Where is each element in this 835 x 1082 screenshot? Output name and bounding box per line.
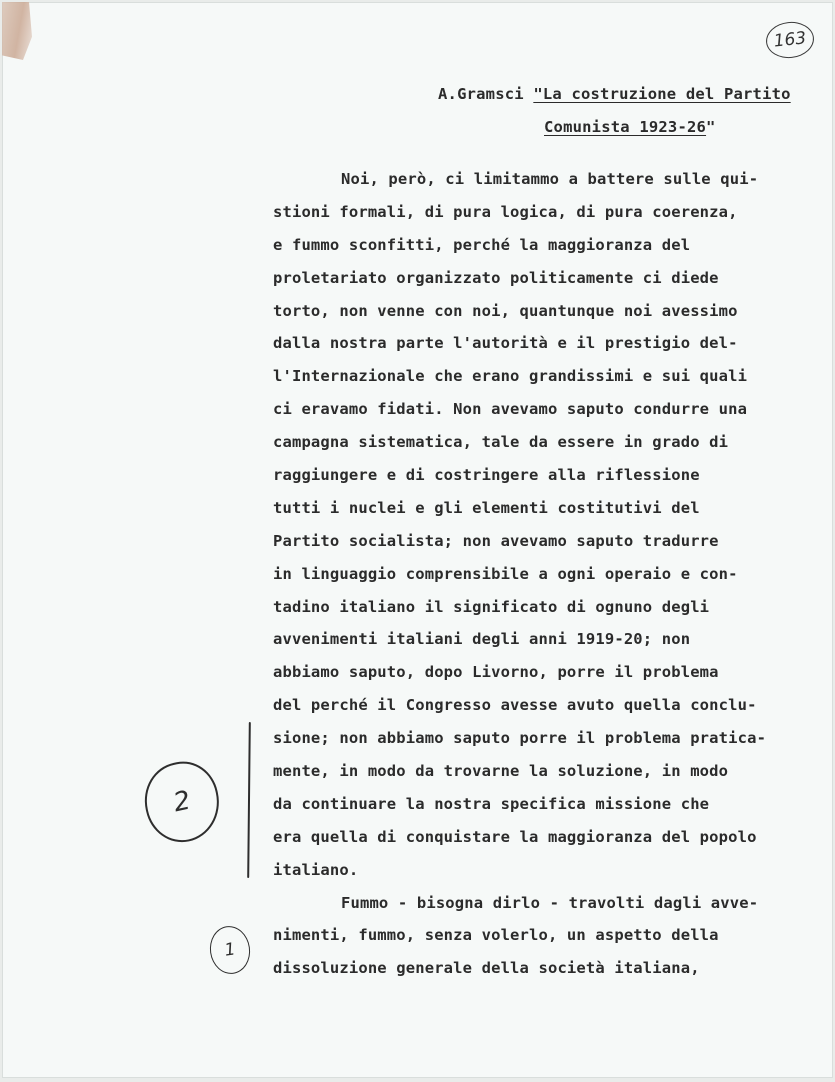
header-title-line2: Comunista 1923-26 <box>544 118 707 136</box>
text-line: tutti i nuclei e gli elementi costitutivi del <box>273 498 700 517</box>
header-author: A.Gramsci <box>438 85 534 103</box>
text-line: in linguaggio comprensibile a ogni operaio e con- <box>273 564 738 583</box>
text-line: era quella di conquistare la maggioranza del popolo <box>273 827 757 846</box>
margin-note-circle-1: 1 <box>207 923 253 976</box>
typewritten-body <box>273 163 793 985</box>
text-line: dissoluzione generale della società italiana, <box>273 959 700 978</box>
text-line: italiano. <box>273 860 359 879</box>
text-line: torto, non venne con noi, quantunque noi avessimo <box>273 301 738 320</box>
document-page <box>2 2 833 1078</box>
text-line: stioni formali, di pura logica, di pura coerenza, <box>273 202 738 221</box>
header-title-line1: "La costruzione del Partito <box>533 85 791 103</box>
text-line: dalla nostra parte l'autorità e il prestigio del- <box>273 334 738 353</box>
text-line: tadino italiano il significato di ognuno degli <box>273 597 710 616</box>
text-line: da continuare la nostra specifica missione che <box>273 794 710 813</box>
margin-note-circle-2: 2 <box>137 755 226 849</box>
text-line: Partito socialista; non avevamo saputo tradurre <box>273 531 719 550</box>
text-line: sione; non abbiamo saputo porre il problema pratica- <box>273 729 767 748</box>
text-line: abbiamo saputo, dopo Livorno, porre il problema <box>273 663 719 682</box>
text-line: del perché il Congresso avesse avuto quella conclu- <box>273 696 757 715</box>
header-line-1 <box>438 85 791 103</box>
header-line-2 <box>544 118 716 136</box>
text-line: Noi, però, ci limitammo a battere sulle qui- <box>341 170 759 188</box>
text-line: mente, in modo da trovarne la soluzione, in modo <box>273 762 729 781</box>
text-line: campagna sistematica, tale da essere in grado di <box>273 433 729 452</box>
tape-corner <box>2 2 32 60</box>
page-number-circled: 163 <box>764 20 816 61</box>
text-line: avvenimenti italiani degli anni 1919-20; non <box>273 630 691 649</box>
text-line: nimenti, fummo, senza volerlo, un aspetto della <box>273 926 719 945</box>
margin-mark-line <box>247 722 251 878</box>
text-line: raggiungere e di costringere alla riflessione <box>273 466 700 485</box>
header-title-close-quote: " <box>706 118 716 136</box>
text-line: Fummo - bisogna dirlo - travolti dagli avve- <box>341 893 759 912</box>
text-line: e fummo sconfitti, perché la maggioranza del <box>273 235 691 254</box>
text-line: ci eravamo fidati. Non avevamo saputo condurre una <box>273 400 748 419</box>
text-line: l'Internazionale che erano grandissimi e sui quali <box>273 367 748 386</box>
text-line: proletariato organizzato politicamente ci diede <box>273 268 719 287</box>
